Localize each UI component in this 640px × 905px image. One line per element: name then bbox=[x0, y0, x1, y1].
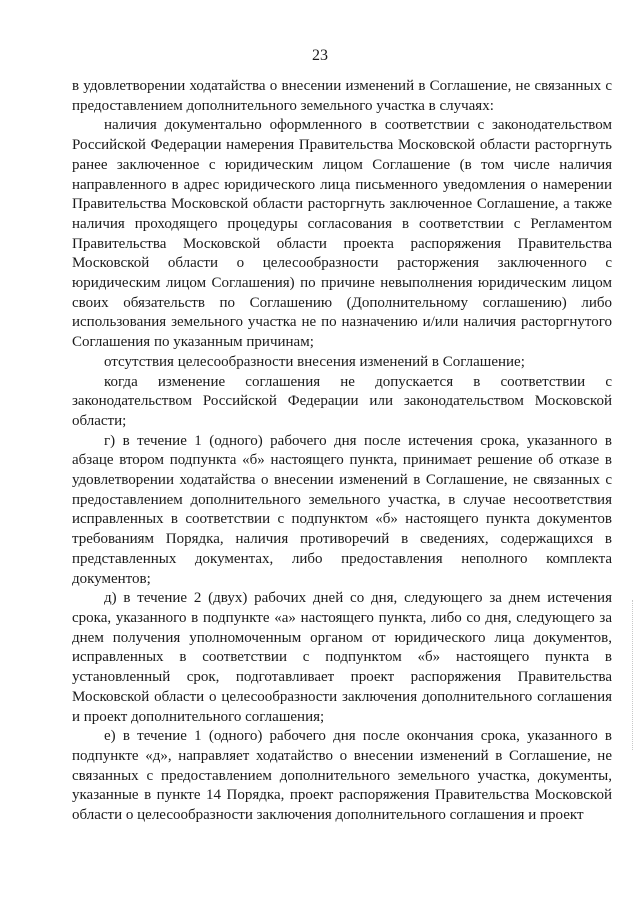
paragraph: наличия документально оформленного в соответствии с законодательством Российской Федерации намерения Правительства Московской области расторгнуть ранее заключенное с юридическим лицом Соглашение (в том числе наличия направленного в адрес юридического лица письменного уведомления о намерении Правительства Московской области расторгнуть заключенное Соглашение, а также наличия проходящего процедуры согласования в соответствии с Регламентом Правительства Московской области проекта распоряжения Правительства Московской области о целесообразности расторжения заключенного с юридическим лицом Соглашения) по причине невыполнения юридическим лицом своих обязательств по Соглашению (Дополнительному соглашению) либо использования земельного участка не по назначению и/или наличия расторгнутого Соглашения по указанным причинам; bbox=[72, 117, 612, 351]
document-body bbox=[72, 77, 612, 826]
paragraph: г) в течение 1 (одного) рабочего дня после истечения срока, указанного в абзаце втором подпункта «б» настоящего пункта, принимает решение об отказе в удовлетворении ходатайства о внесении изменений в Соглашение, не связанных с предоставлением дополнительного земельного участка, в случае несоответствия исправленных в соответствии с подпунктом «б» настоящего пункта документов требованиям Порядка, наличия противоречий в сведениях, содержащихся в представленных документах, либо предоставления неполного комплекта документов; bbox=[72, 432, 612, 587]
page-number: 23 bbox=[312, 47, 328, 64]
paragraph: когда изменение соглашения не допускается в соответствии с законодательством Российской Федерации или законодательством Московской области; bbox=[72, 373, 612, 429]
margin-scan-mark bbox=[632, 600, 634, 750]
paragraph: е) в течение 1 (одного) рабочего дня после окончания срока, указанного в подпункте «д», направляет ходатайство о внесении изменений в Соглашение, не связанных с предоставлением дополнительного земельного участка, документы, указанные в пункте 14 Порядка, проект распоряжения Правительства Московской области о целесообразности заключения дополнительного соглашения и проект bbox=[72, 728, 612, 824]
paragraph: отсутствия целесообразности внесения изменений в Соглашение; bbox=[104, 353, 525, 370]
paragraph: в удовлетворении ходатайства о внесении изменений в Соглашение, не связанных с предоставлением дополнительного земельного участка в случаях: bbox=[72, 78, 612, 114]
paragraph: д) в течение 2 (двух) рабочих дней со дня, следующего за днем истечения срока, указанного в подпункте «а» настоящего пункта, либо со дня, следующего за днем получения уполномоченным органом от юридического лица документов, исправленных в соответствии с подпунктом «б» настоящего пункта в установленный срок, подготавливает проект распоряжения Правительства Московской области о целесообразности заключения дополнительного соглашения и проект дополнительного соглашения; bbox=[72, 590, 612, 725]
